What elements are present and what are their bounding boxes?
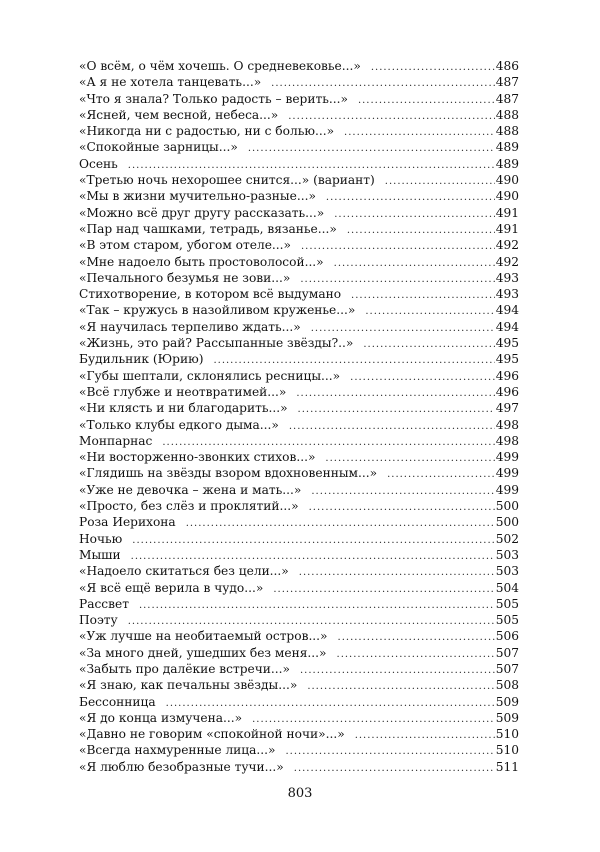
toc-entry-title: «Я люблю безобразные тучи...» xyxy=(79,759,284,774)
toc-entry xyxy=(79,302,519,318)
toc-entry-title: «Ни клясть и ни благодарить...» xyxy=(79,401,288,416)
toc-entry xyxy=(79,580,519,596)
toc-entry xyxy=(79,531,519,547)
toc-entry-page: 499 xyxy=(495,482,519,497)
toc-entry xyxy=(79,547,519,563)
toc-entry-title: «О всём, о чём хочешь. О средневековье...» xyxy=(79,59,361,73)
toc-entry-title: Стихотворение, в котором всё выдумано xyxy=(79,287,342,302)
toc-entry-title: «Уже не девочка – жена и мать...» xyxy=(79,482,302,497)
toc-dot-leader xyxy=(301,239,495,255)
toc-entry-title: «Ни восторженно-звонких стихов...» xyxy=(79,450,316,465)
toc-entry-title: «Печального безумья не зови...» xyxy=(79,270,291,285)
toc-entry xyxy=(79,710,519,726)
toc-entry-page: 506 xyxy=(495,629,519,644)
toc-entry-title: «Забыть про далёкие встречи...» xyxy=(79,661,290,676)
toc-entry-page: 505 xyxy=(495,613,519,628)
toc-entry-page: 490 xyxy=(495,189,519,204)
toc-entry-title: Будильник (Юрию) xyxy=(79,352,204,367)
toc-entry-title: «Я до конца измучена...» xyxy=(79,710,243,725)
toc-entry xyxy=(79,58,519,74)
toc-entry xyxy=(79,759,519,775)
toc-entry-page: 493 xyxy=(495,270,519,285)
toc-entry xyxy=(79,351,519,367)
toc-entry-page: 500 xyxy=(495,499,519,514)
toc-entry-page: 486 xyxy=(495,59,519,73)
toc-entry-title: «Давно не говорим «спокойной ночи»...» xyxy=(79,727,345,742)
toc-entry-title: Мыши xyxy=(79,547,121,562)
toc-entry xyxy=(79,205,519,221)
toc-dot-leader xyxy=(334,256,495,272)
toc-entry xyxy=(79,694,519,710)
toc-entry-title: «Ясней, чем весной, небеса...» xyxy=(79,107,279,122)
toc-dot-leader xyxy=(300,663,495,679)
toc-dot-leader xyxy=(311,484,494,500)
toc-entry-title: «Мне надоело быть простоволосой...» xyxy=(79,254,324,269)
toc-entry-title: «Мы в жизни мучительно-разные...» xyxy=(79,189,316,204)
toc-dot-leader xyxy=(294,761,495,777)
toc-dot-leader xyxy=(248,141,495,157)
toc-dot-leader xyxy=(355,728,495,744)
page-number: 803 xyxy=(287,786,313,801)
toc-entry-title: Рассвет xyxy=(79,596,129,611)
toc-dot-leader xyxy=(139,598,495,614)
toc-entry-page: 489 xyxy=(495,156,519,171)
toc-entry-page: 494 xyxy=(495,303,519,318)
toc-entry-page: 495 xyxy=(495,352,519,367)
toc-entry-title: «Что я знала? Только радость – верить...» xyxy=(79,91,348,106)
toc-entry-page: 503 xyxy=(495,564,519,579)
toc-entry-title: «Спокойные зарницы...» xyxy=(79,140,238,155)
toc-entry xyxy=(79,612,519,628)
toc-entry-page: 491 xyxy=(495,221,519,236)
toc-entry-title: Ночью xyxy=(79,531,123,546)
toc-entry-title: «Так – кружусь в назойливом круженье...» xyxy=(79,303,356,318)
toc-entry-title: «Пар над чашками, тетрадь, вязанье...» xyxy=(79,221,337,236)
table-of-contents xyxy=(79,58,519,775)
toc-entry xyxy=(79,563,519,579)
toc-entry-page: 510 xyxy=(495,743,519,758)
toc-entry-title: «Я научилась терпеливо ждать...» xyxy=(79,319,301,334)
toc-entry-page: 507 xyxy=(495,661,519,676)
toc-entry xyxy=(79,645,519,661)
toc-entry-title: «Я всё ещё верила в чудо...» xyxy=(79,580,264,595)
toc-dot-leader xyxy=(338,630,495,646)
toc-entry-page: 511 xyxy=(495,759,519,774)
toc-entry-page: 492 xyxy=(495,254,519,269)
toc-dot-leader xyxy=(385,174,495,190)
toc-entry-title: «Третью ночь нехорошее снится...» (вариант) xyxy=(79,173,375,188)
toc-entry xyxy=(79,433,519,449)
toc-dot-leader xyxy=(337,647,495,663)
toc-entry-title: «Жизнь, это рай? Рассыпанные звёзды?..» xyxy=(79,336,354,351)
toc-entry xyxy=(79,286,519,302)
toc-entry xyxy=(79,596,519,612)
toc-entry-page: 490 xyxy=(495,173,519,188)
toc-entry xyxy=(79,335,519,351)
toc-entry-page: 496 xyxy=(495,368,519,383)
toc-entry xyxy=(79,368,519,384)
toc-entry xyxy=(79,74,519,90)
toc-entry xyxy=(79,107,519,123)
toc-dot-leader xyxy=(351,288,495,304)
toc-dot-leader xyxy=(298,402,495,418)
toc-entry xyxy=(79,417,519,433)
toc-entry-page: 493 xyxy=(495,287,519,302)
toc-entry-title: «Можно всё друг другу рассказать...» xyxy=(79,205,325,220)
toc-entry-page: 489 xyxy=(495,140,519,155)
toc-entry-title: Роза Иерихона xyxy=(79,515,176,530)
toc-entry xyxy=(79,156,519,172)
toc-entry xyxy=(79,498,519,514)
toc-entry-page: 491 xyxy=(495,205,519,220)
toc-entry-title: «Надоело скитаться без цели...» xyxy=(79,564,289,579)
toc-entry-page: 507 xyxy=(495,645,519,660)
toc-dot-leader xyxy=(326,190,495,206)
toc-entry-page: 492 xyxy=(495,238,519,253)
toc-dot-leader xyxy=(289,419,495,435)
toc-entry-page: 488 xyxy=(495,107,519,122)
toc-entry-title: «Только клубы едкого дыма...» xyxy=(79,417,279,432)
toc-entry-page: 504 xyxy=(495,580,519,595)
toc-dot-leader xyxy=(309,500,495,516)
toc-entry-page: 510 xyxy=(495,727,519,742)
toc-entry-page: 498 xyxy=(495,433,519,448)
toc-entry-title: «Всё глубже и неотвратимей...» xyxy=(79,384,287,399)
toc-dot-leader xyxy=(344,125,495,141)
toc-entry-title: «Глядишь на звёзды взором вдохновенным...» xyxy=(79,466,378,481)
toc-dot-leader xyxy=(365,304,494,320)
toc-entry-page: 497 xyxy=(495,401,519,416)
toc-entry-page: 500 xyxy=(495,515,519,530)
toc-dot-leader xyxy=(363,337,494,353)
toc-entry-page: 508 xyxy=(495,678,519,693)
toc-dot-leader xyxy=(350,370,495,386)
toc-entry xyxy=(79,726,519,742)
toc-entry-title: «Никогда ни с радостью, ни с болью...» xyxy=(79,124,335,139)
toc-entry xyxy=(79,628,519,644)
toc-dot-leader xyxy=(358,93,495,109)
toc-dot-leader xyxy=(296,386,494,402)
toc-entry-title: Поэту xyxy=(79,613,118,628)
toc-entry-page: 499 xyxy=(495,466,519,481)
toc-entry xyxy=(79,254,519,270)
toc-dot-leader xyxy=(307,679,494,695)
toc-dot-leader xyxy=(299,565,495,581)
toc-entry-title: «За много дней, ушедших без меня...» xyxy=(79,645,327,660)
toc-entry xyxy=(79,449,519,465)
toc-entry-page: 498 xyxy=(495,417,519,432)
toc-entry-title: Бессонница xyxy=(79,694,156,709)
toc-entry-title: «В этом старом, убогом отеле...» xyxy=(79,238,291,253)
toc-entry-title: Монпарнас xyxy=(79,433,153,448)
toc-entry-title: «Всегда нахмуренные лица...» xyxy=(79,743,276,758)
toc-entry-title: «Просто, без слёз и проклятий...» xyxy=(79,499,299,514)
toc-dot-leader xyxy=(273,582,494,598)
toc-dot-leader xyxy=(371,60,495,76)
toc-entry xyxy=(79,514,519,530)
toc-dot-leader xyxy=(347,223,495,239)
toc-entry xyxy=(79,742,519,758)
toc-entry xyxy=(79,188,519,204)
toc-entry-page: 495 xyxy=(495,336,519,351)
toc-entry-page: 487 xyxy=(495,75,519,90)
toc-entry-page: 503 xyxy=(495,547,519,562)
toc-entry-title: «А я не хотела танцевать...» xyxy=(79,75,262,90)
toc-entry xyxy=(79,221,519,237)
toc-dot-leader xyxy=(186,516,495,532)
toc-entry xyxy=(79,677,519,693)
toc-entry xyxy=(79,237,519,253)
toc-dot-leader xyxy=(132,533,494,549)
toc-entry xyxy=(79,400,519,416)
toc-entry-page: 496 xyxy=(495,384,519,399)
toc-entry xyxy=(79,270,519,286)
toc-entry-page: 494 xyxy=(495,319,519,334)
toc-entry-title: «Уж лучше на необитаемый остров...» xyxy=(79,629,328,644)
toc-entry xyxy=(79,384,519,400)
toc-entry xyxy=(79,465,519,481)
toc-entry xyxy=(79,123,519,139)
toc-entry xyxy=(79,91,519,107)
toc-entry-page: 505 xyxy=(495,596,519,611)
toc-entry-page: 509 xyxy=(495,710,519,725)
toc-dot-leader xyxy=(334,207,495,223)
toc-entry xyxy=(79,319,519,335)
toc-entry-title: «Губы шептали, склонялись ресницы...» xyxy=(79,368,341,383)
toc-entry xyxy=(79,139,519,155)
toc-dot-leader xyxy=(387,467,495,483)
toc-entry-page: 488 xyxy=(495,124,519,139)
toc-entry-title: Осень xyxy=(79,156,118,171)
toc-entry-title: «Я знаю, как печальны звёзды...» xyxy=(79,678,298,693)
toc-entry xyxy=(79,661,519,677)
toc-entry-page: 509 xyxy=(495,694,519,709)
toc-entry-page: 487 xyxy=(495,91,519,106)
toc-entry xyxy=(79,172,519,188)
toc-dot-leader xyxy=(286,744,495,760)
toc-entry-page: 499 xyxy=(495,450,519,465)
toc-entry-page: 502 xyxy=(495,531,519,546)
toc-entry xyxy=(79,482,519,498)
